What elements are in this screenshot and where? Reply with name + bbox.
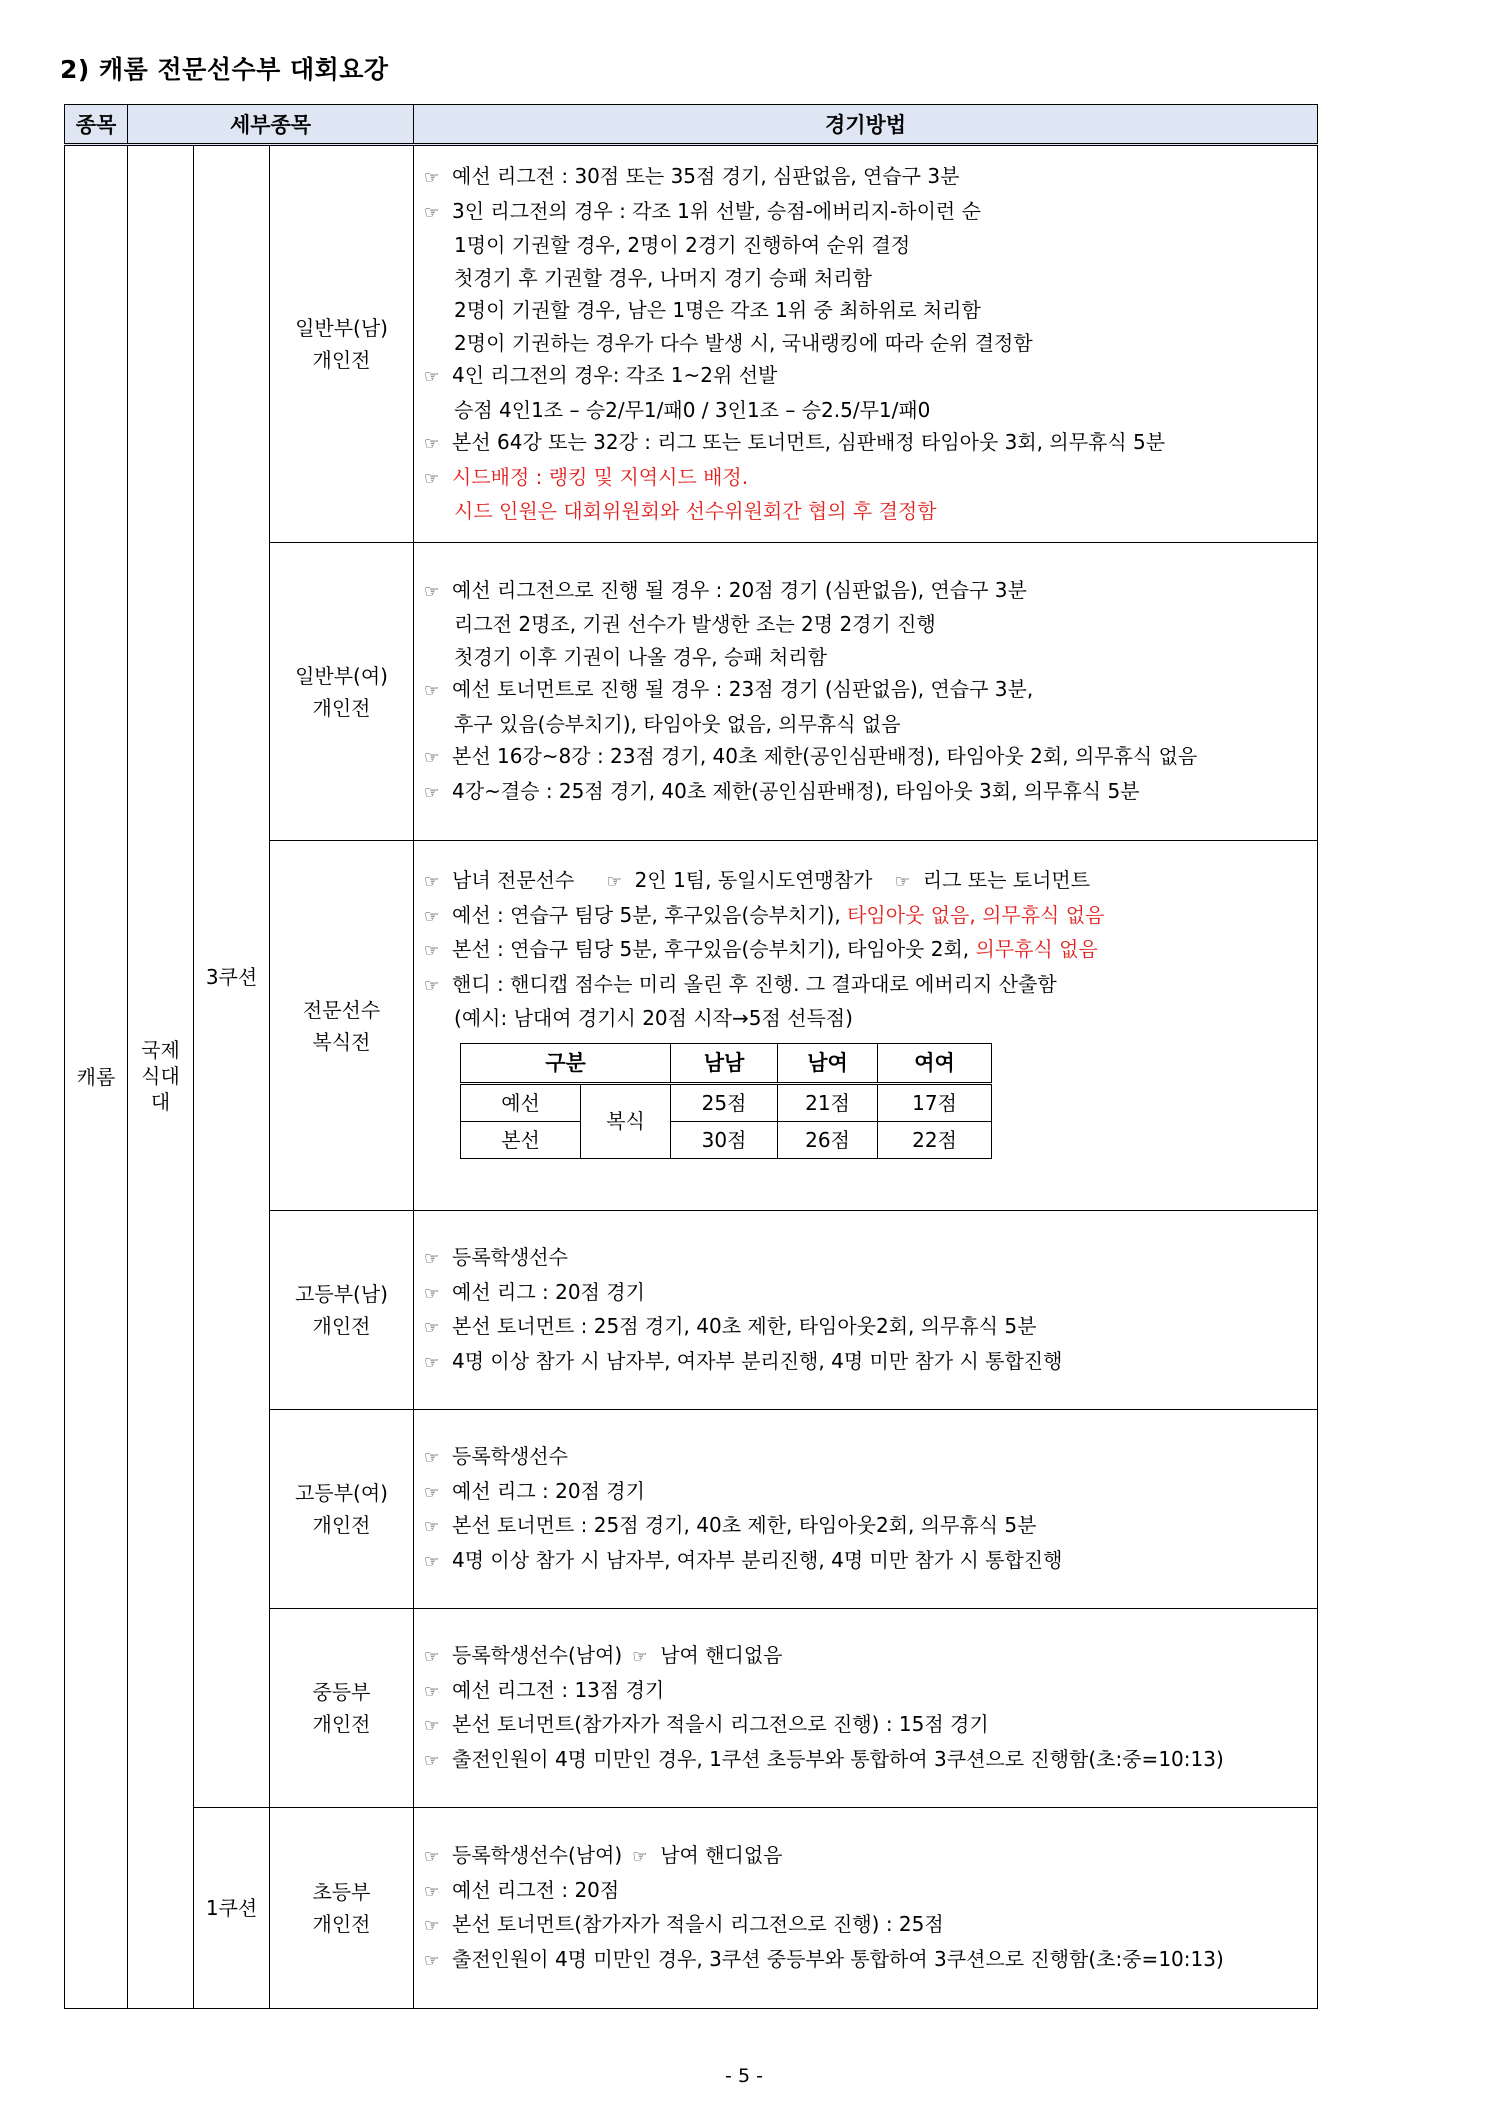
division-name-line: 복식전: [312, 1029, 371, 1054]
handicap-header: 구분: [461, 1043, 671, 1083]
line-text: 승점 4인1조 – 승2/무1/패0 / 3인1조 – 승2.5/무1/패0: [454, 397, 931, 422]
line-text: 2인 1팀, 동일시도연맹참가: [634, 868, 873, 893]
method-line: [424, 1708, 1309, 1743]
method-line: [424, 229, 1309, 262]
method-line: [424, 641, 1309, 674]
line-text: 후구 있음(승부치기), 타임아웃 없음, 의무휴식 없음: [454, 711, 901, 736]
line-text: 첫경기 후 기권할 경우, 나머지 경기 승패 처리함: [454, 265, 872, 290]
division-name-line: 개인전: [312, 348, 371, 372]
line-text: 4명 이상 참가 시 남자부, 여자부 분리진행, 4명 미만 참가 시 통합진행: [452, 1348, 1063, 1373]
method-line: [424, 195, 1309, 230]
division-name: [270, 145, 414, 543]
handicap-cell: 25점: [671, 1083, 778, 1121]
method-line: [424, 708, 1309, 741]
line-text: 본선 토너먼트(참가자가 적을시 리그전으로 진행) : 15점 경기: [452, 1712, 989, 1736]
line-text: 등록학생선수(남여): [452, 1843, 623, 1867]
division-method: [414, 1211, 1318, 1410]
line-text: 본선 토너먼트 : 25점 경기, 40초 제한, 타임아웃2회, 의무휴식 5분: [452, 1513, 1037, 1537]
header-event: 종목: [65, 105, 128, 145]
division-method: [414, 1808, 1318, 2009]
method-line: [424, 160, 1309, 195]
division-name-line: 중등부: [312, 1680, 371, 1704]
page-number: - 5 -: [725, 2065, 763, 2087]
line-text: 예선 리그전 : 13점 경기: [452, 1677, 665, 1702]
line-text: 예선 리그 : 20점 경기: [452, 1478, 645, 1503]
handicap-header: 남여: [778, 1043, 878, 1083]
line-text-red: 시드배정 : 랭킹 및 지역시드 배정.: [452, 464, 749, 489]
line-text: (예시: 남대여 경기시 20점 시작→5점 선득점): [454, 1006, 853, 1031]
line-text: 남여 핸디없음: [660, 1843, 783, 1867]
method-line: [424, 864, 1309, 899]
method-line: [424, 1908, 1309, 1943]
method-line: [424, 899, 1309, 934]
handicap-header: 남남: [671, 1043, 778, 1083]
hand-pointing-icon: ☞: [424, 941, 440, 962]
handicap-cell: 17점: [878, 1083, 992, 1121]
method-line: [424, 1509, 1309, 1544]
division-row: [65, 1808, 1318, 2009]
hand-pointing-icon: ☞: [424, 434, 440, 455]
line-text: 2명이 기권하는 경우가 다수 발생 시, 국내랭킹에 따라 순위 결정함: [454, 330, 1033, 355]
line-text: 4인 리그전의 경우: 각조 1~2위 선발: [452, 363, 778, 388]
method-line: [424, 608, 1309, 641]
line-text: 등록학생선수(남여): [452, 1643, 623, 1667]
method-line: [424, 327, 1309, 360]
division-name: [270, 1410, 414, 1609]
hand-pointing-icon: ☞: [424, 1847, 440, 1867]
hand-pointing-icon: ☞: [424, 1482, 440, 1503]
method-line: [424, 1874, 1309, 1909]
handicap-table: [460, 1043, 992, 1159]
page-heading: 2) 캐롬 전문선수부 대회요강: [60, 55, 389, 84]
hand-pointing-icon: ☞: [424, 1551, 440, 1572]
line-text: 예선 리그전 : 20점: [452, 1877, 620, 1902]
method-line: [424, 1544, 1309, 1579]
hand-pointing-icon: ☞: [424, 1950, 440, 1971]
hand-pointing-icon: ☞: [424, 581, 440, 602]
method-line: [424, 461, 1309, 496]
doubles-method: [414, 841, 1318, 1211]
table-type-cell: [128, 145, 194, 2009]
table-body: [65, 145, 1318, 2009]
line-text: 출전인원이 4명 미만인 경우, 1쿠션 초등부와 통합하여 3쿠션으로 진행함(초:중=10:13): [452, 1746, 1224, 1771]
division-method: [414, 1410, 1318, 1609]
line-text: 예선 토너먼트로 진행 될 경우 : 23점 경기 (심판없음), 연습구 3분,: [452, 677, 1034, 702]
division-name-line: 개인전: [312, 1712, 371, 1736]
line-text: 1명이 기권할 경우, 2명이 2경기 진행하여 순위 결정: [454, 233, 911, 258]
method-line: [424, 574, 1309, 609]
method-line: [424, 933, 1309, 968]
hand-pointing-icon: ☞: [424, 1681, 440, 1702]
line-text-red: 의무휴식 없음: [975, 937, 1098, 962]
method-line: [424, 968, 1309, 1003]
division-row: [65, 145, 1318, 543]
table-type-label: 국제식대대: [141, 1037, 180, 1114]
division-name-line: 개인전: [312, 695, 371, 720]
hand-pointing-icon: ☞: [424, 1750, 440, 1771]
division-name-line: 개인전: [312, 1314, 371, 1338]
hand-pointing-icon: ☞: [424, 906, 440, 927]
event-cell: 캐롬: [65, 145, 128, 2009]
handicap-header-row: [461, 1043, 992, 1083]
method-line: [424, 1839, 1309, 1874]
method-line: [424, 426, 1309, 461]
handicap-cell: 26점: [778, 1121, 878, 1158]
method-line: [424, 1743, 1309, 1778]
hand-pointing-icon: ☞: [424, 681, 440, 702]
hand-pointing-icon: ☞: [424, 1647, 440, 1667]
handicap-merged-cell: 복식: [581, 1083, 671, 1158]
hand-pointing-icon: ☞: [632, 1647, 648, 1667]
line-text: 예선 리그 : 20점 경기: [452, 1279, 645, 1304]
line-text: 본선 토너먼트 : 25점 경기, 40초 제한, 타임아웃2회, 의무휴식 5분: [452, 1314, 1037, 1338]
hand-pointing-icon: ☞: [424, 872, 440, 893]
line-text-red: 시드 인원은 대회위원회와 선수위원회간 협의 후 결정함: [454, 499, 937, 524]
method-line: [424, 1639, 1309, 1674]
division-name-line: 개인전: [312, 1912, 371, 1936]
method-line: [424, 1440, 1309, 1475]
line-text: 4강~결승 : 25점 경기, 40초 제한(공인심판배정), 타임아웃 3회, 의무휴식 5분: [452, 778, 1140, 803]
hand-pointing-icon: ☞: [424, 1517, 440, 1537]
handicap-cell: 21점: [778, 1083, 878, 1121]
hand-pointing-icon: ☞: [424, 782, 440, 803]
division-name-line: 일반부(여): [295, 663, 388, 688]
line-text: 등록학생선수: [452, 1444, 568, 1468]
division-method: [414, 1609, 1318, 1808]
hand-pointing-icon: ☞: [424, 1716, 440, 1736]
line-text: 2명이 기권할 경우, 남은 1명은 각조 1위 중 최하위로 처리함: [454, 298, 981, 323]
method-line: [424, 1002, 1309, 1035]
hand-pointing-icon: ☞: [424, 1448, 440, 1468]
method-line: [424, 740, 1309, 775]
method-line: [424, 359, 1309, 394]
hand-pointing-icon: ☞: [424, 1881, 440, 1902]
line-text: 첫경기 이후 기권이 나올 경우, 승패 처리함: [454, 644, 827, 669]
hand-pointing-icon: ☞: [424, 1249, 440, 1269]
line-text: 본선 16강~8강 : 23점 경기, 40초 제한(공인심판배정), 타임아웃 2회, 의무휴식 없음: [452, 744, 1198, 769]
handicap-cell: 본선: [461, 1121, 581, 1158]
line-text: 4명 이상 참가 시 남자부, 여자부 분리진행, 4명 미만 참가 시 통합진행: [452, 1547, 1063, 1572]
division-method: [414, 145, 1318, 543]
method-line: [424, 294, 1309, 327]
division-name-line: 초등부: [312, 1880, 371, 1904]
hand-pointing-icon: ☞: [632, 1847, 648, 1867]
line-text: 리그 또는 토너먼트: [922, 868, 1091, 893]
hand-pointing-icon: ☞: [894, 872, 911, 893]
carom-rules-table: [64, 104, 1318, 2009]
line-text-red: ,: [969, 902, 983, 927]
method-line: [424, 495, 1309, 528]
hand-pointing-icon: ☞: [424, 367, 440, 388]
handicap-header: 여여: [878, 1043, 992, 1083]
handicap-row: [461, 1083, 992, 1121]
handicap-cell: 30점: [671, 1121, 778, 1158]
method-line: [424, 262, 1309, 295]
line-text: 출전인원이 4명 미만인 경우, 3쿠션 중등부와 통합하여 3쿠션으로 진행함(초:중=10:13): [452, 1946, 1224, 1971]
division-name: [270, 1808, 414, 2009]
division-name-line: 고등부(여): [295, 1481, 388, 1505]
division-name-line: 고등부(남): [295, 1282, 388, 1306]
line-text: 예선 리그전으로 진행 될 경우 : 20점 경기 (심판없음), 연습구 3분: [452, 577, 1027, 602]
line-text: 본선 : 연습구 팀당 5분, 후구있음(승부치기), 타임아웃 2회,: [452, 937, 976, 962]
division-name-line: 일반부(남): [295, 316, 388, 340]
hand-pointing-icon: ☞: [424, 975, 440, 996]
method-line: [424, 1674, 1309, 1709]
hand-pointing-icon: ☞: [424, 748, 440, 769]
division-name-line: 전문선수: [302, 997, 381, 1022]
method-line: [424, 1943, 1309, 1978]
hand-pointing-icon: ☞: [424, 202, 440, 223]
handicap-cell: 22점: [878, 1121, 992, 1158]
method-line: [424, 1345, 1309, 1380]
line-text: 핸디 : 핸디캡 점수는 미리 올린 후 진행. 그 결과대로 에버리지 산출함: [452, 971, 1057, 996]
handicap-row: [461, 1121, 992, 1158]
hand-pointing-icon: ☞: [424, 468, 440, 489]
table-header-row: [65, 105, 1318, 145]
line-text: 본선 토너먼트(참가자가 적을시 리그전으로 진행) : 25점: [452, 1912, 944, 1936]
division-name: [270, 841, 414, 1211]
line-text: 남녀 전문선수: [452, 868, 575, 893]
method-line: [424, 775, 1309, 810]
hand-pointing-icon: ☞: [424, 1318, 440, 1338]
line-text: 남여 핸디없음: [660, 1643, 783, 1667]
line-text: 등록학생선수: [452, 1245, 568, 1269]
header-sub-event: 세부종목: [128, 105, 414, 145]
division-name-line: 개인전: [312, 1513, 371, 1537]
division-name: [270, 543, 414, 841]
method-line: [424, 394, 1309, 427]
hand-pointing-icon: ☞: [424, 1916, 440, 1936]
line-text: 리그전 2명조, 기권 선수가 발생한 조는 2명 2경기 진행: [454, 612, 936, 637]
cushion-1-cell: 1쿠션: [194, 1808, 270, 2009]
line-text-red: 타임아웃 없음: [847, 902, 970, 927]
division-name: [270, 1211, 414, 1410]
method-line: [424, 1310, 1309, 1345]
method-line: [424, 1475, 1309, 1510]
hand-pointing-icon: ☞: [606, 872, 622, 893]
hand-pointing-icon: ☞: [424, 1352, 440, 1373]
header-method: 경기방법: [414, 105, 1318, 145]
division-name: [270, 1609, 414, 1808]
hand-pointing-icon: ☞: [424, 1283, 440, 1304]
division-method: [414, 543, 1318, 841]
line-text: 본선 64강 또는 32강 : 리그 또는 토너먼트, 심판배정 타임아웃 3회, 의무휴식 5분: [452, 430, 1166, 455]
method-line: [424, 1241, 1309, 1276]
method-line: [424, 673, 1309, 708]
cushion-3-cell: 3쿠션: [194, 145, 270, 1808]
line-text: 예선 리그전 : 30점 또는 35점 경기, 심판없음, 연습구 3분: [452, 164, 960, 189]
line-text: 3인 리그전의 경우 : 각조 1위 선발, 승점-에버리지-하이런 순: [452, 198, 981, 223]
hand-pointing-icon: ☞: [424, 168, 440, 189]
line-text: 예선 : 연습구 팀당 5분, 후구있음(승부치기),: [452, 902, 848, 927]
method-line: [424, 1276, 1309, 1311]
line-text-red: 의무휴식 없음: [982, 902, 1105, 927]
handicap-cell: 예선: [461, 1083, 581, 1121]
